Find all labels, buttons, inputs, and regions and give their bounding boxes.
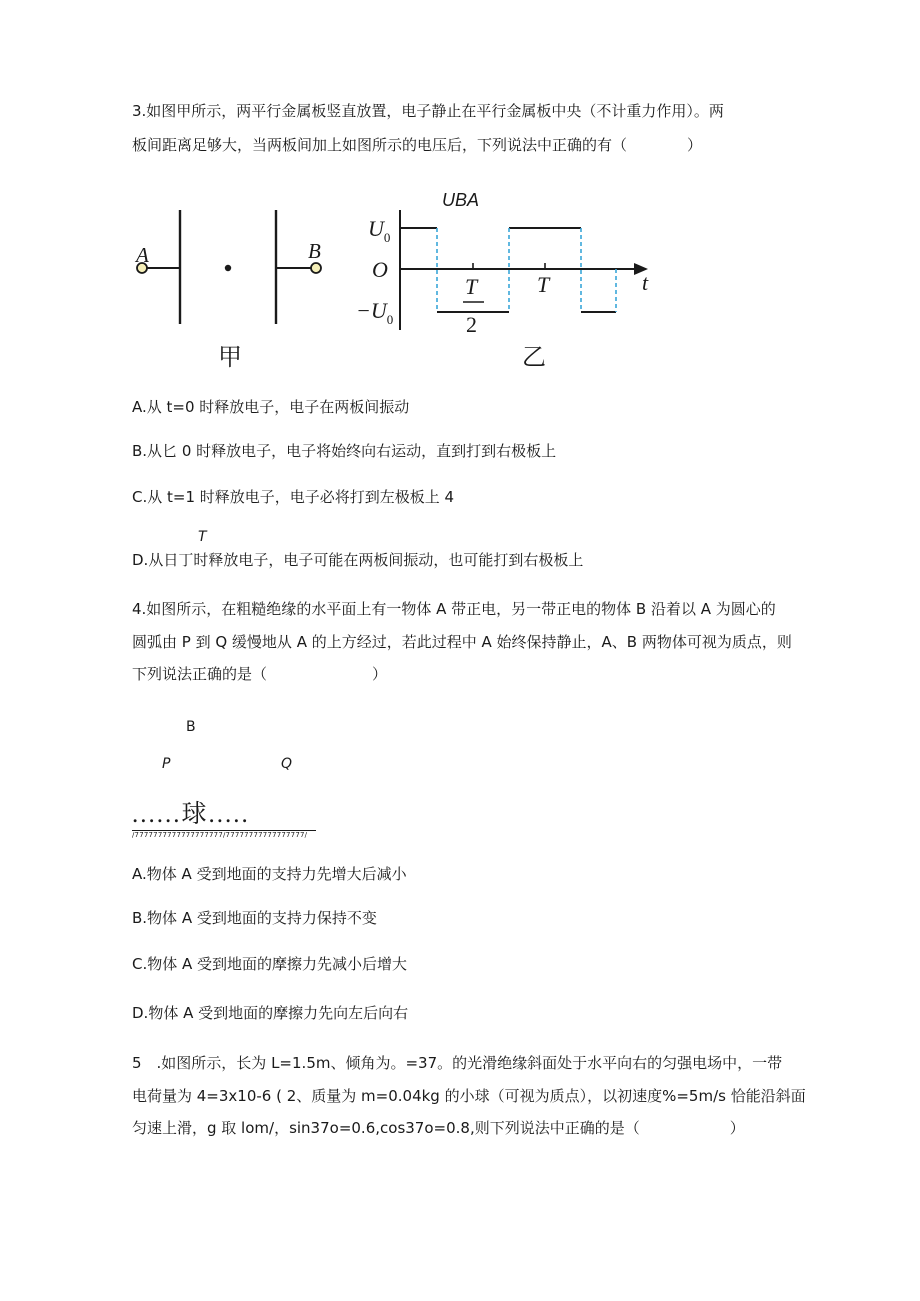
- caption-yi: 乙: [522, 345, 546, 371]
- q4-text-line1: 4.如图所示，在粗糙绝缘的水平面上有一物体 A 带正电，另一带正电的物体 B 沿着以 A 为圆心的: [132, 600, 776, 618]
- q3-option-c: C.从 t=1 时释放电子，电子必将打到左极板上 4: [132, 488, 455, 506]
- q3-text-line2: 板间距离足够大，当两板间加上如图所示的电压后，下列说法中正确的有（ ）: [132, 136, 703, 154]
- q5-text-line1: 5 .如图所示，长为 L=1.5m、倾角为。=37。的光滑绝缘斜面处于水平向右的匀强电场中，一带: [132, 1054, 783, 1072]
- q4-option-a: A.物体 A 受到地面的支持力先增大后减小: [132, 865, 407, 883]
- q3-option-b: B.从匕 0 时释放电子，电子将始终向右运动，直到打到右极板上: [132, 442, 557, 460]
- q4-label-Q: Q: [281, 756, 293, 772]
- q5-text-line3: 匀速上滑，g 取 lom/，sin37o=0.6,cos37o=0.8,则下列说法中正确的是（ ）: [132, 1119, 745, 1137]
- tick-label-half-T-num: T: [465, 274, 478, 299]
- electron-dot: [225, 265, 231, 271]
- q4-option-b: B.物体 A 受到地面的支持力保持不变: [132, 909, 377, 927]
- q4-text-line2: 圆弧由 P 到 Q 缓慢地从 A 的上方经过，若此过程中 A 始终保持静止，A、B 两物体可视为质点，则: [132, 633, 792, 651]
- point-B: [311, 263, 321, 273]
- label-A: A: [136, 243, 149, 267]
- q4-label-P: P: [162, 756, 171, 772]
- tick-label-half-T-den: 2: [466, 312, 477, 337]
- q3-option-d-superscript: T: [198, 529, 207, 545]
- q3-text-line1: 3.如图甲所示，两平行金属板竖直放置，电子静止在平行金属板中央（不计重力作用）。两: [132, 102, 724, 120]
- y-label-neg-u0: $-U_0$: [356, 298, 394, 327]
- y-label-u0: $U_0$: [368, 216, 391, 245]
- q4-option-c: C.物体 A 受到地面的摩擦力先减小后增大: [132, 955, 408, 973]
- q5-text-line2: 电荷量为 4=3x10-6 ( 2、质量为 m=0.04kg 的小球（可视为质点），以初速度%=5m∕s 恰能沿斜面: [132, 1087, 806, 1105]
- q4-text-line3: 下列说法正确的是（ ）: [132, 665, 388, 683]
- q4-ground-hatch: /7777777777777777777/77777777777777777/: [132, 831, 308, 839]
- q3-option-d: D.从日丁时释放电子，电子可能在两板间振动，也可能打到右极板上: [132, 551, 584, 569]
- q4-label-B: B: [186, 719, 196, 735]
- caption-jia: 甲: [218, 345, 242, 371]
- q4-option-d: D.物体 A 受到地面的摩擦力先向左后向右: [132, 1004, 409, 1022]
- label-B: B: [308, 239, 321, 263]
- graph-title: UBA: [442, 190, 480, 210]
- q3-figure-plates: [120, 200, 350, 340]
- q3-figure-voltage-graph: [352, 190, 662, 340]
- x-axis-label: t: [642, 270, 649, 295]
- q4-ground-text: ......球.....: [132, 801, 250, 828]
- tick-label-T: T: [537, 272, 550, 297]
- q3-option-a: A.从 t=0 时释放电子，电子在两板间振动: [132, 398, 410, 416]
- y-label-origin: O: [372, 257, 388, 282]
